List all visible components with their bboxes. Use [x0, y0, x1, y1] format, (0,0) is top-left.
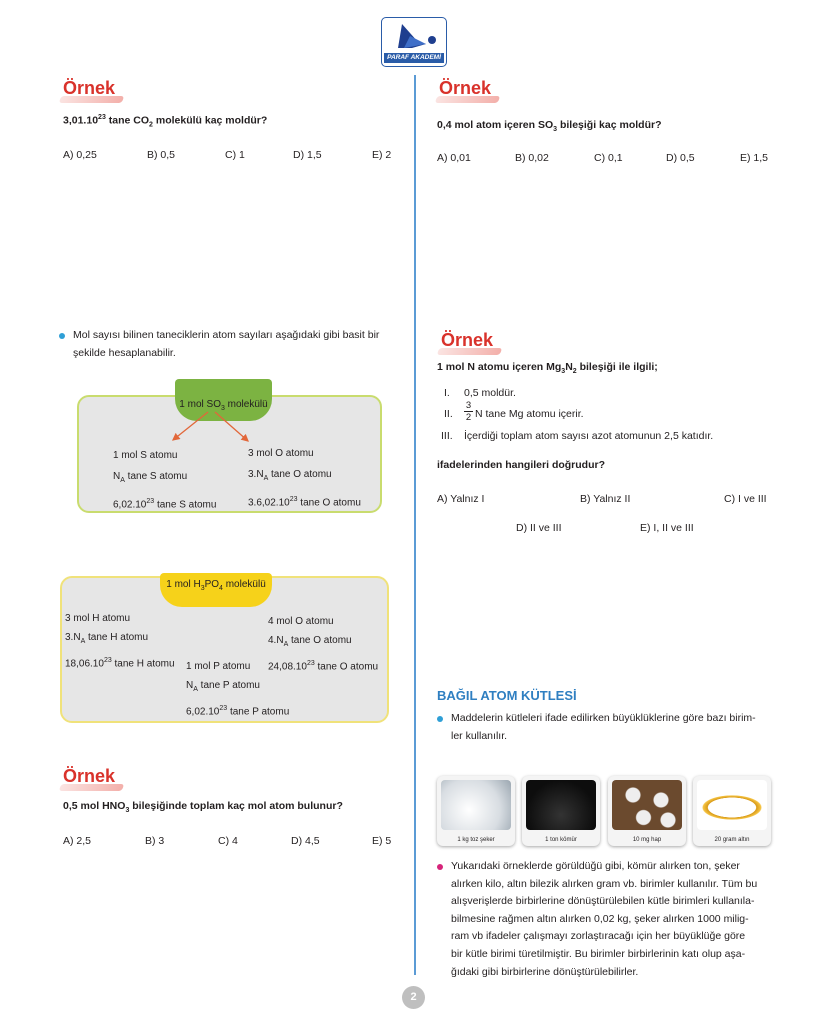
text-segment: 3,01.10: [63, 114, 99, 127]
text-segment: A: [120, 477, 125, 484]
option[interactable]: D) 4,5: [291, 835, 320, 847]
option[interactable]: C) 0,1: [594, 152, 623, 164]
statement-text: N tane Mg atomu içerir.: [475, 408, 584, 420]
text-segment: tane O atomu: [314, 661, 379, 673]
text-segment: A: [193, 686, 198, 693]
text-segment: 3.N: [248, 469, 264, 480]
text-segment: tane S atomu: [124, 471, 188, 482]
atom-line: [113, 445, 216, 466]
option[interactable]: E) 5: [372, 835, 392, 847]
text-segment: tane S atomu: [154, 499, 217, 511]
option[interactable]: B) Yalnız II: [580, 493, 631, 505]
text-segment: 1 mol SO: [179, 399, 221, 410]
option[interactable]: D) II ve III: [516, 522, 562, 534]
text-segment: A: [80, 638, 86, 645]
option[interactable]: C) I ve III: [724, 493, 767, 505]
fraction-numerator: 3: [465, 400, 472, 411]
text-segment: bileşiği ile ilgili;: [576, 361, 658, 373]
text-segment: 4: [219, 585, 223, 592]
atom-line: [248, 464, 361, 489]
intro-text: [451, 710, 756, 745]
text-line: alışverişlerde birbirlerine dönüştürülebilen kütle birimleri kullanıla-: [451, 895, 755, 908]
atom-line: [268, 612, 378, 631]
statement-text: İçerdiği toplam atom sayısı azot atomunun 2,5 katıdır.: [464, 430, 714, 442]
sugar-image: [437, 776, 515, 846]
text-segment: tane O atomu: [288, 635, 352, 646]
section-heading: BAĞIL ATOM KÜTLESİ: [437, 688, 577, 703]
example-label: Örnek: [63, 78, 116, 98]
statement-text: 0,5 moldür.: [464, 387, 516, 399]
text-segment: tane P atomu: [197, 680, 260, 691]
option[interactable]: B) 3: [145, 835, 165, 847]
text-segment: 0,5 mol HNO: [63, 800, 126, 812]
atom-line: [65, 628, 175, 651]
text-segment: 3: [125, 807, 130, 815]
text-line: Mol sayısı bilinen taneciklerin atom sayıları aşağıdaki gibi basit bir: [73, 329, 380, 341]
text-segment: molekülü: [222, 579, 266, 590]
atom-line: [268, 631, 378, 654]
text-segment: tane CO: [105, 114, 150, 127]
arrow-to-o: [215, 412, 248, 441]
text-segment: 6,02.10: [113, 499, 147, 511]
text-line: alırken kilo, altın bilezik alırken gram vb. birimler kullanılır. Tüm bu: [451, 877, 758, 890]
pills-image: [608, 776, 686, 846]
text-segment: 3: [200, 585, 205, 592]
text-segment: 1 mol P atomu: [186, 661, 251, 672]
text-segment: 23: [306, 660, 315, 667]
logo-text: PARAF AKADEMİ: [384, 53, 444, 63]
s-atoms: [113, 445, 216, 515]
text-segment: A: [263, 475, 269, 482]
coal-image: [522, 776, 600, 846]
fraction: [464, 400, 473, 423]
text-segment: 23: [146, 498, 155, 505]
text-segment: A: [283, 641, 289, 648]
option[interactable]: A) 0,01: [437, 152, 471, 164]
example-label: Örnek: [439, 78, 492, 98]
text-segment: 2: [572, 368, 577, 376]
atom-line: [113, 491, 216, 515]
atom-line: [186, 676, 289, 699]
text-line: ğıdaki gibi birbirlerine dönüştürülebilirler.: [451, 965, 639, 978]
text-segment: molekülü kaç moldür?: [152, 114, 268, 127]
option[interactable]: A) 2,5: [63, 835, 92, 847]
question-text: [63, 800, 343, 814]
text-segment: N: [186, 680, 194, 691]
text-segment: 23: [103, 657, 112, 664]
option[interactable]: D) 0,5: [666, 152, 695, 164]
text-segment: PO: [204, 579, 220, 590]
option[interactable]: A) Yalnız I: [437, 493, 485, 505]
text-segment: 23: [219, 705, 228, 712]
text-segment: 3.N: [65, 632, 81, 643]
h3po4-title-tab: [160, 573, 272, 607]
question-text: [437, 361, 658, 375]
option[interactable]: C) 1: [225, 149, 245, 161]
option[interactable]: E) 1,5: [740, 152, 769, 164]
option[interactable]: A) 0,25: [63, 149, 97, 161]
h-atoms: [65, 609, 175, 673]
atom-line: [248, 489, 361, 513]
text-segment: bileşiği kaç moldür?: [557, 119, 662, 131]
text-segment: 3.6,02.10: [248, 497, 290, 509]
text-segment: 0,4 mol atom içeren SO: [437, 119, 554, 131]
arrow-to-s: [173, 412, 208, 440]
text-line: ram vb ifadeler çalışmayı zorlaştıracağı için her büyüklüğe göre: [451, 930, 746, 943]
text-segment: 3: [561, 368, 566, 376]
text-segment: 3: [220, 405, 225, 412]
image-caption: 1 ton kömür: [545, 837, 577, 843]
body-paragraph: [451, 858, 757, 981]
text-segment: tane O atomu: [297, 497, 361, 509]
gold-ring-image: [693, 776, 771, 846]
image-caption: 20 gram altın: [714, 837, 750, 843]
text-segment: 3: [553, 126, 558, 134]
text-line: Yukarıdaki örneklerde görüldüğü gibi, kömür alırken ton, şeker: [451, 860, 740, 872]
atom-line: [65, 609, 175, 628]
text-segment: 2: [149, 121, 153, 129]
text-segment: 24,08.10: [268, 661, 307, 673]
page-number: 2: [402, 986, 425, 1009]
text-segment: 1 mol S atomu: [113, 450, 178, 461]
text-segment: N: [113, 471, 121, 482]
text-segment: 1 mol H: [166, 579, 201, 590]
bullet-icon: [437, 716, 443, 722]
atom-line: [113, 466, 216, 491]
text-line: bir kütle birimi türetilmiştir. Bu birimler birbirlerinin katı olup aşa-: [451, 947, 746, 960]
question-text: [437, 119, 662, 133]
text-segment: 18,06.10: [65, 658, 104, 670]
image-caption: 10 mg hap: [632, 837, 662, 843]
option[interactable]: E) 2: [372, 149, 392, 161]
atom-line: [65, 651, 175, 673]
fraction-denominator: 2: [465, 412, 472, 423]
text-segment: 23: [98, 114, 106, 121]
text-segment: 4 mol O atomu: [268, 616, 334, 627]
text-segment: 23: [289, 496, 298, 503]
atom-line: [186, 699, 289, 721]
text-line: ler kullanılır.: [451, 729, 508, 742]
example-label: Örnek: [441, 330, 494, 350]
statement-num: III.: [441, 430, 453, 442]
h3po4-title: [166, 579, 266, 590]
statement-num: I.: [444, 387, 450, 399]
text-segment: 3 mol O atomu: [248, 448, 314, 459]
option[interactable]: D) 1,5: [293, 149, 322, 161]
option[interactable]: B) 0,02: [515, 152, 549, 164]
bullet-icon: [437, 864, 443, 870]
option[interactable]: B) 0,5: [147, 149, 176, 161]
text-segment: molekülü: [224, 399, 268, 410]
option[interactable]: C) 4: [218, 835, 238, 847]
text-line: bilmesine rağmen altın alırken 0,02 kg, şeker alırken 1000 milig-: [451, 912, 749, 925]
option[interactable]: E) I, II ve III: [640, 522, 694, 534]
o4-atoms: [268, 612, 378, 676]
text-segment: 6,02.10: [186, 706, 220, 718]
text-segment: tane P atomu: [227, 706, 290, 718]
text-segment: tane H atomu: [85, 632, 149, 643]
example-label: Örnek: [63, 766, 116, 786]
text-segment: N: [565, 361, 573, 373]
text-segment: 4.N: [268, 635, 284, 646]
text-segment: 3 mol H atomu: [65, 613, 131, 624]
text-segment: 1 mol N atomu içeren Mg: [437, 361, 562, 373]
statement-num: II.: [444, 408, 453, 420]
text-line: Maddelerin kütleleri ifade edilirken büyüklüklerine göre bazı birim-: [451, 712, 756, 724]
atom-line: [248, 443, 361, 464]
question-prompt: ifadelerinden hangileri doğrudur?: [437, 459, 606, 471]
text-line: şekilde hesaplanabilir.: [73, 346, 176, 359]
text-segment: tane H atomu: [111, 658, 175, 670]
atom-line: [268, 654, 378, 676]
image-caption: 1 kg toz şeker: [457, 837, 495, 843]
text-segment: bileşiğinde toplam kaç mol atom bulunur?: [129, 800, 343, 812]
text-segment: tane O atomu: [268, 469, 332, 480]
o-atoms: [248, 443, 361, 513]
